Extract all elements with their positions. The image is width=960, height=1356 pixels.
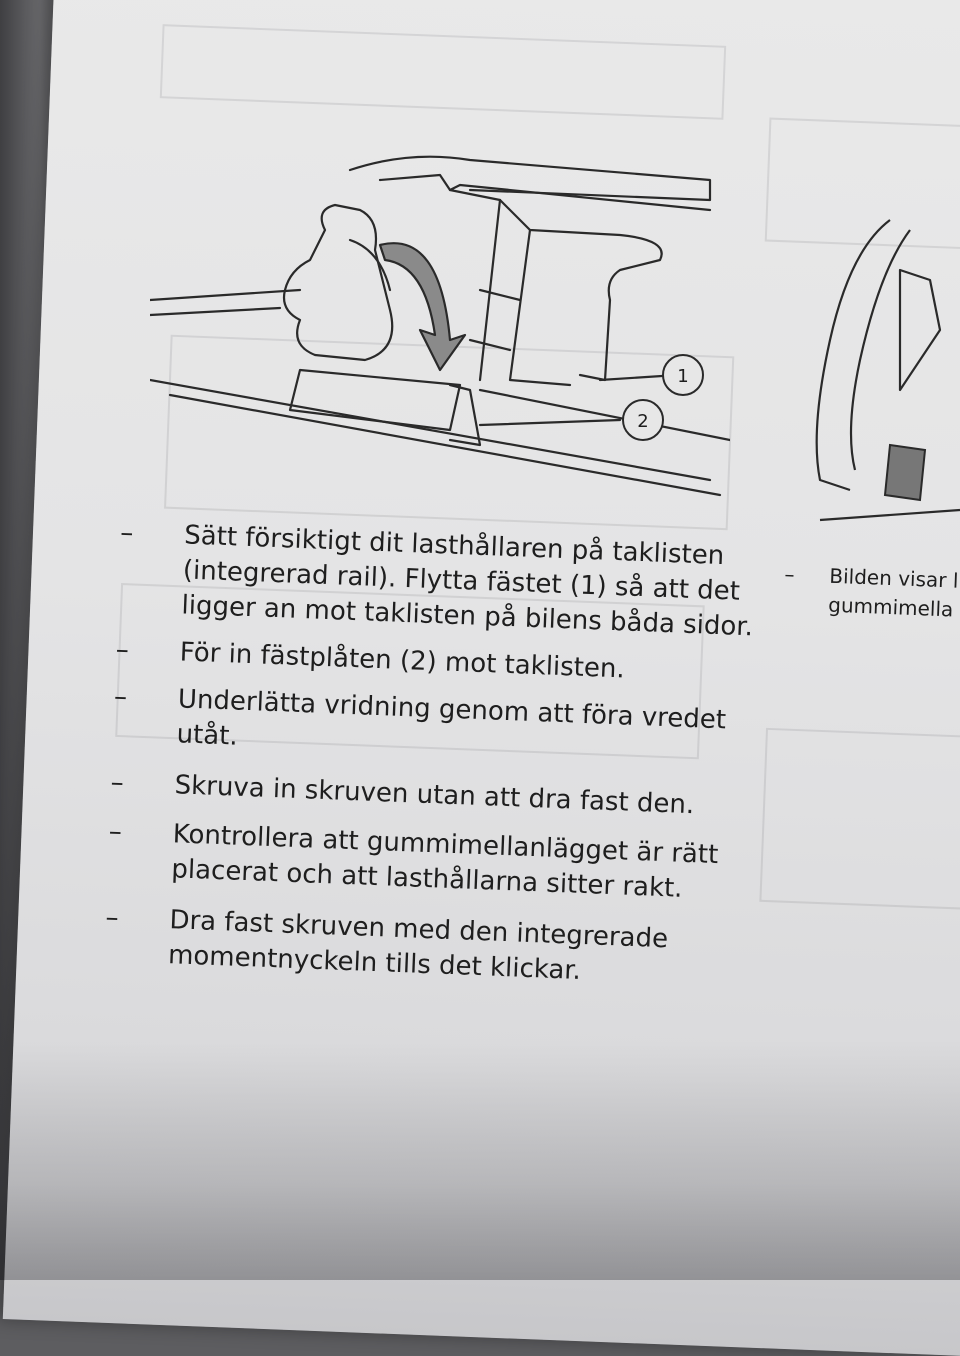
step-text: För in fästplåten (2) mot taklisten. — [179, 637, 626, 685]
side-note-line-2: gummimella — [827, 592, 954, 622]
instruction-step-3 — [86, 679, 768, 775]
list-dash: – — [115, 634, 130, 666]
list-dash: – — [108, 816, 123, 848]
list-dash: – — [784, 561, 795, 587]
bleed-through-block — [759, 728, 960, 910]
step-text: Skruva in skruven utan att dra fast den. — [174, 770, 695, 821]
roof-rack-illustration — [150, 140, 730, 500]
list-dash: – — [113, 681, 128, 713]
step-text: Underlätta vridning genom att föra vredet utåt. — [176, 684, 727, 752]
second-illustration-partial — [790, 190, 960, 530]
list-dash: – — [110, 767, 125, 799]
instruction-step-5 — [81, 814, 763, 910]
list-dash: – — [104, 902, 120, 934]
step-text: Dra fast skruven med den integrerade momentnyckeln tills det klickar. — [167, 905, 669, 986]
step-text: Sätt försiktigt dit lasthållaren på taklisten (integrerad rail). Flytta fästet (1) så att det ligger an mot taklisten på bilens båda sidor. — [181, 520, 754, 643]
instruction-list — [78, 515, 775, 996]
bleed-through-heading — [160, 24, 726, 120]
callout-label-2: 2 — [637, 411, 649, 432]
list-dash: – — [119, 517, 134, 549]
side-note-line-1: Bilden visar l — [828, 563, 959, 593]
step-text: Kontrollera att gummimellanlägget är rätt placerat och att lasthållarna sitter rakt. — [170, 819, 719, 904]
callout-label-1: 1 — [677, 366, 689, 387]
instruction-step-4 — [84, 765, 765, 826]
